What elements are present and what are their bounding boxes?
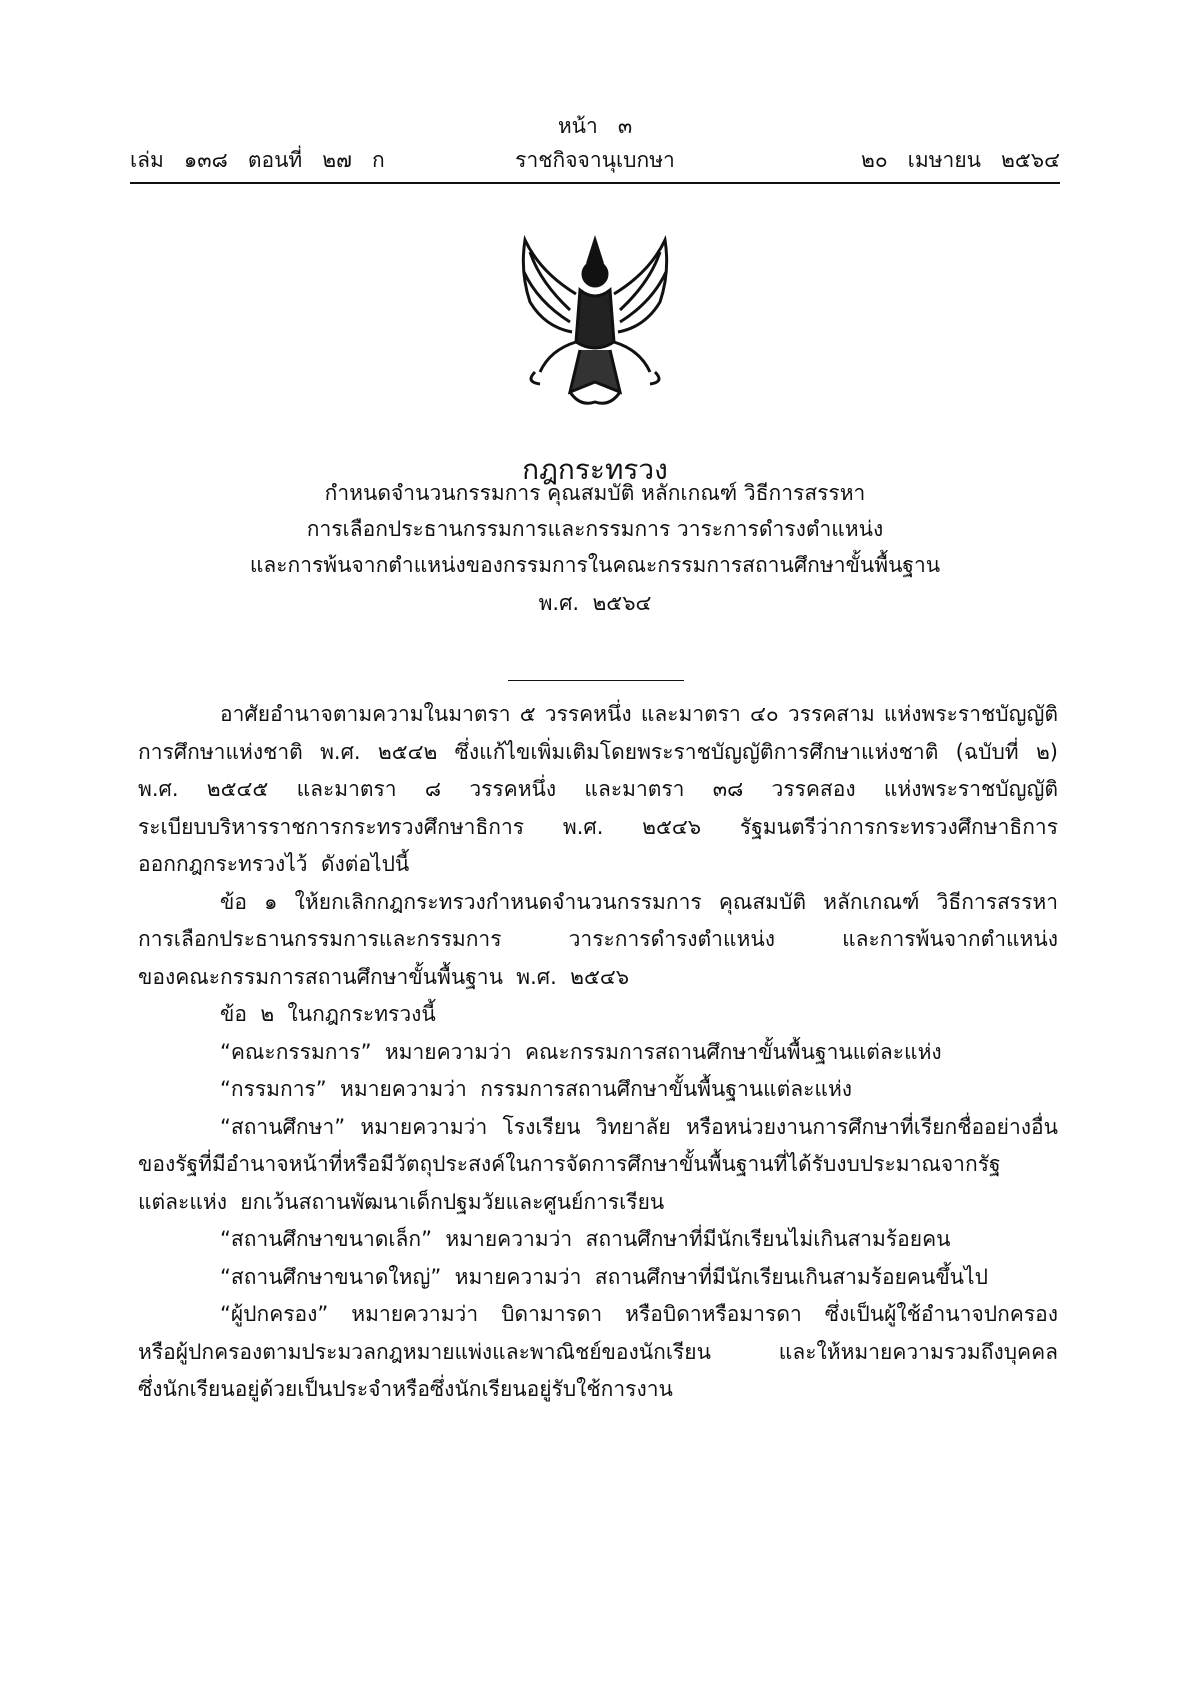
title-divider bbox=[508, 680, 684, 681]
header-divider bbox=[130, 182, 1060, 184]
text-line: “สถานศึกษาขนาดเล็ก” หมายความว่า สถานศึกษาที่มีนักเรียนไม่เกินสามร้อยคน bbox=[220, 1227, 951, 1251]
text-line: ของรัฐที่มีอำนาจหน้าที่หรือมีวัตถุประสงค์ในการจัดการศึกษาขั้นพื้นฐานที่ได้รับงบประมาณจากรัฐ bbox=[138, 1152, 1001, 1176]
text-line: ออกกฎกระทรวงไว้ ดังต่อไปนี้ bbox=[138, 852, 410, 876]
page-number: หน้า ๓ bbox=[557, 114, 633, 138]
paragraph bbox=[138, 1221, 1058, 1259]
text-line: ซึ่งนักเรียนอยู่ด้วยเป็นประจำหรือซึ่งนักเรียนอยู่รับใช้การงาน bbox=[138, 1377, 673, 1401]
text-line: “กรรมการ” หมายความว่า กรรมการสถานศึกษาขั้นพื้นฐานแต่ละแห่ง bbox=[220, 1077, 853, 1101]
text-line: ของคณะกรรมการสถานศึกษาขั้นพื้นฐาน พ.ศ. ๒๕๔๖ bbox=[138, 964, 630, 989]
document-title: กฎกระทรวง bbox=[522, 453, 668, 486]
gazette-name: ราชกิจจานุเบกษา bbox=[515, 148, 675, 172]
subtitle-line: การเลือกประธานกรรมการและกรรมการ วาระการดำรงตำแหน่ง bbox=[306, 517, 884, 541]
volume-issue: เล่ม ๑๓๘ ตอนที่ ๒๗ ก bbox=[130, 148, 385, 172]
paragraph bbox=[138, 884, 1058, 997]
paragraph bbox=[138, 1259, 1058, 1297]
text-line: แต่ละแห่ง ยกเว้นสถานพัฒนาเด็กปฐมวัยและศูนย์การเรียน bbox=[138, 1189, 665, 1214]
subtitle-line: กำหนดจำนวนกรรมการ คุณสมบัติ หลักเกณฑ์ วิธีการสรรหา bbox=[324, 481, 866, 505]
document-body bbox=[138, 696, 1058, 1409]
paragraph bbox=[138, 1109, 1058, 1222]
text-line: อาศัยอำนาจตามความในมาตรา ๕ วรรคหนึ่ง และมาตรา ๔๐ วรรคสาม แห่งพระราชบัญญัติ bbox=[220, 702, 1058, 726]
garuda-emblem bbox=[510, 232, 680, 410]
subtitle-line: และการพ้นจากตำแหน่งของกรรมการในคณะกรรมการสถานศึกษาขั้นพื้นฐาน bbox=[249, 553, 941, 577]
text-line: “สถานศึกษาขนาดใหญ่” หมายความว่า สถานศึกษาที่มีนักเรียนเกินสามร้อยคนขึ้นไป bbox=[220, 1264, 988, 1289]
text-line: พ.ศ. ๒๕๔๕ และมาตรา ๘ วรรคหนึ่ง และมาตรา ๓๘ วรรคสอง แห่งพระราชบัญญัติ bbox=[138, 777, 1058, 801]
text-line: ข้อ ๒ ในกฎกระทรวงนี้ bbox=[220, 1002, 436, 1026]
text-line: “คณะกรรมการ” หมายความว่า คณะกรรมการสถานศึกษาขั้นพื้นฐานแต่ละแห่ง bbox=[220, 1039, 942, 1064]
text-line: ข้อ ๑ ให้ยกเลิกกฎกระทรวงกำหนดจำนวนกรรมการ คุณสมบัติ หลักเกณฑ์ วิธีการสรรหา bbox=[220, 889, 1058, 914]
paragraph bbox=[138, 1296, 1058, 1409]
text-line: ระเบียบบริหารราชการกระทรวงศึกษาธิการ พ.ศ. ๒๕๔๖ รัฐมนตรีว่าการกระทรวงศึกษาธิการ bbox=[138, 814, 1058, 839]
publication-date: ๒๐ เมษายน ๒๕๖๔ bbox=[861, 148, 1060, 172]
text-line: การศึกษาแห่งชาติ พ.ศ. ๒๕๔๒ ซึ่งแก้ไขเพิ่มเติมโดยพระราชบัญญัติการศึกษาแห่งชาติ (ฉบับที่ ๒) bbox=[138, 739, 1058, 764]
paragraph bbox=[138, 1071, 1058, 1109]
paragraph bbox=[138, 1034, 1058, 1072]
subtitle-year: พ.ศ. ๒๕๖๔ bbox=[538, 591, 652, 615]
text-line: “สถานศึกษา” หมายความว่า โรงเรียน วิทยาลัย หรือหน่วยงานการศึกษาที่เรียกชื่ออย่างอื่น bbox=[220, 1114, 1058, 1139]
text-line: “ผู้ปกครอง” หมายความว่า บิดามารดา หรือบิดาหรือมารดา ซึ่งเป็นผู้ใช้อำนาจปกครอง bbox=[220, 1302, 1058, 1326]
paragraph bbox=[138, 696, 1058, 884]
text-line: การเลือกประธานกรรมการและกรรมการ วาระการดำรงตำแหน่ง และการพ้นจากตำแหน่ง bbox=[138, 927, 1058, 951]
text-line: หรือผู้ปกครองตามประมวลกฎหมายแพ่งและพาณิชย์ของนักเรียน และให้หมายความรวมถึงบุคคล bbox=[138, 1339, 1058, 1364]
paragraph bbox=[138, 996, 1058, 1034]
